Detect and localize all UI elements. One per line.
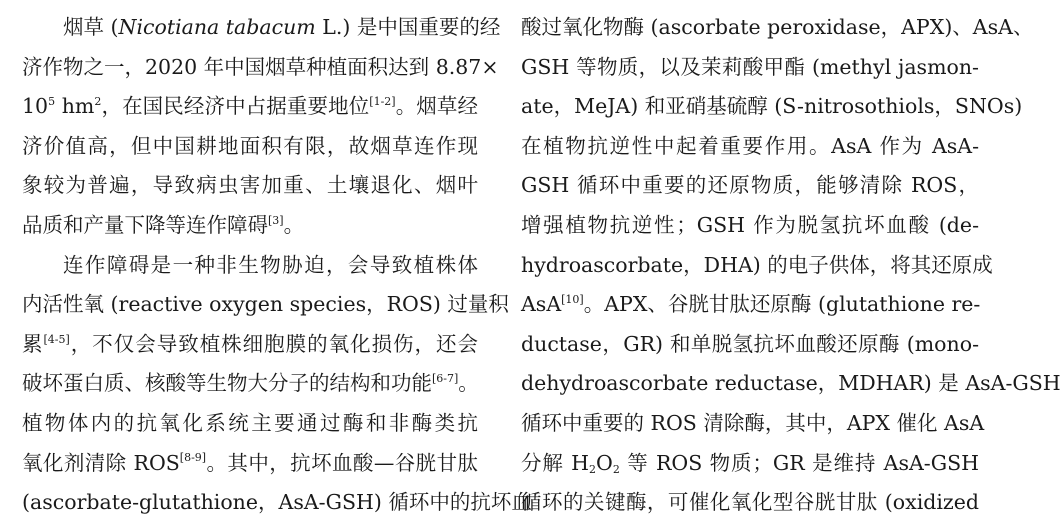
text-run: 累: [22, 331, 44, 356]
text-run: 分解 H: [521, 450, 590, 475]
text-run: 烟草 (: [63, 15, 119, 39]
text-line: [521, 444, 979, 484]
unit-exponent: 2: [94, 94, 102, 108]
text-run: O: [596, 450, 613, 475]
text-line: ate，MeJA) 和亚硝基硫醇 (S-nitrosothiols，SNOs): [521, 94, 1023, 119]
text-run: AsA: [521, 292, 562, 317]
text-line: [22, 325, 478, 365]
text-line: 济作物之一，2020 年中国烟草种植面积达到 8.87×: [22, 54, 499, 79]
text-line: 在植物抗逆性中起着重要作用。AsA 作为 AsA-: [521, 133, 979, 158]
exponent: 5: [48, 94, 56, 108]
text-run: 。其中，抗坏血酸—谷胱甘肽: [206, 450, 478, 475]
text-line: ductase，GR) 和单脱氢抗坏血酸还原酶 (mono-: [521, 331, 979, 356]
text-run: 。烟草经: [395, 94, 479, 119]
text-line: hydroascorbate，DHA) 的电子供体，将其还原成: [521, 252, 993, 277]
text-line: 内活性氧 (reactive oxygen species，ROS) 过量积: [22, 292, 509, 317]
text-line: 循环的关键酶，可催化氧化型谷胱甘肽 (oxidized: [521, 490, 979, 515]
text-line: GSH 循环中重要的还原物质，能够清除 ROS，: [521, 173, 979, 198]
subscript: 2: [589, 463, 597, 477]
text-line: [521, 285, 979, 325]
text-line: 济价值高，但中国耕地面积有限，故烟草连作现: [22, 133, 478, 158]
text-line: 增强植物抗逆性；GSH 作为脱氢抗坏血酸 (de-: [521, 212, 979, 237]
citation: [3]: [268, 213, 284, 227]
subscript: 2: [612, 463, 620, 477]
text-run: 10: [22, 94, 49, 119]
text-run: 。APX、谷胱甘肽还原酶 (glutathione re-: [583, 292, 981, 317]
text-line: [22, 206, 478, 246]
citation: [4-5]: [43, 332, 70, 346]
citation: [8-9]: [179, 451, 207, 465]
text-run: 破坏蛋白质、核酸等生物大分子的结构和功能: [22, 371, 432, 396]
text-run: 。: [283, 212, 305, 237]
text-run: ，在国民经济中占据重要地位: [101, 94, 370, 119]
text-line: 循环中重要的 ROS 清除酶，其中，APX 催化 AsA: [521, 410, 985, 435]
text-line: [22, 8, 501, 48]
text-run: hm: [55, 94, 95, 119]
text-run: 。: [458, 371, 479, 396]
text-line: [22, 364, 478, 404]
text-line: 植物体内的抗氧化系统主要通过酶和非酶类抗: [22, 410, 478, 435]
left-column: [22, 8, 532, 523]
text-line: GSH 等物质，以及茉莉酸甲酯 (methyl jasmon-: [521, 54, 979, 79]
text-line: 连作障碍是一种非生物胁迫，会导致植株体: [63, 252, 478, 277]
citation: [1-2]: [369, 94, 396, 108]
species-name: Nicotiana tabacum: [118, 15, 316, 39]
text-line: 酸过氧化物酶 (ascorbate peroxidase，APX)、AsA、: [521, 15, 1034, 39]
text-line: [22, 87, 478, 127]
text-run: L.) 是中国重要的经: [315, 15, 501, 39]
text-line: dehydroascorbate reductase，MDHAR) 是 AsA-GSH: [521, 371, 1061, 396]
right-column: [521, 8, 1061, 523]
text-line: [22, 444, 478, 484]
text-run: 等 ROS 物质；GR 是维持 AsA-GSH: [619, 450, 979, 475]
text-run: 氧化剂清除 ROS: [22, 450, 180, 475]
citation: [6-7]: [432, 372, 459, 386]
text-run: ，不仅会导致植株细胞膜的氧化损伤，还会: [69, 331, 479, 356]
text-run: 品质和产量下降等连作障碍: [22, 212, 268, 237]
citation: [10]: [561, 292, 584, 306]
text-line: 象较为普遍，导致病虫害加重、土壤退化、烟叶: [22, 173, 478, 198]
text-line: (ascorbate-glutathione，AsA-GSH) 循环中的抗坏血: [22, 490, 532, 515]
